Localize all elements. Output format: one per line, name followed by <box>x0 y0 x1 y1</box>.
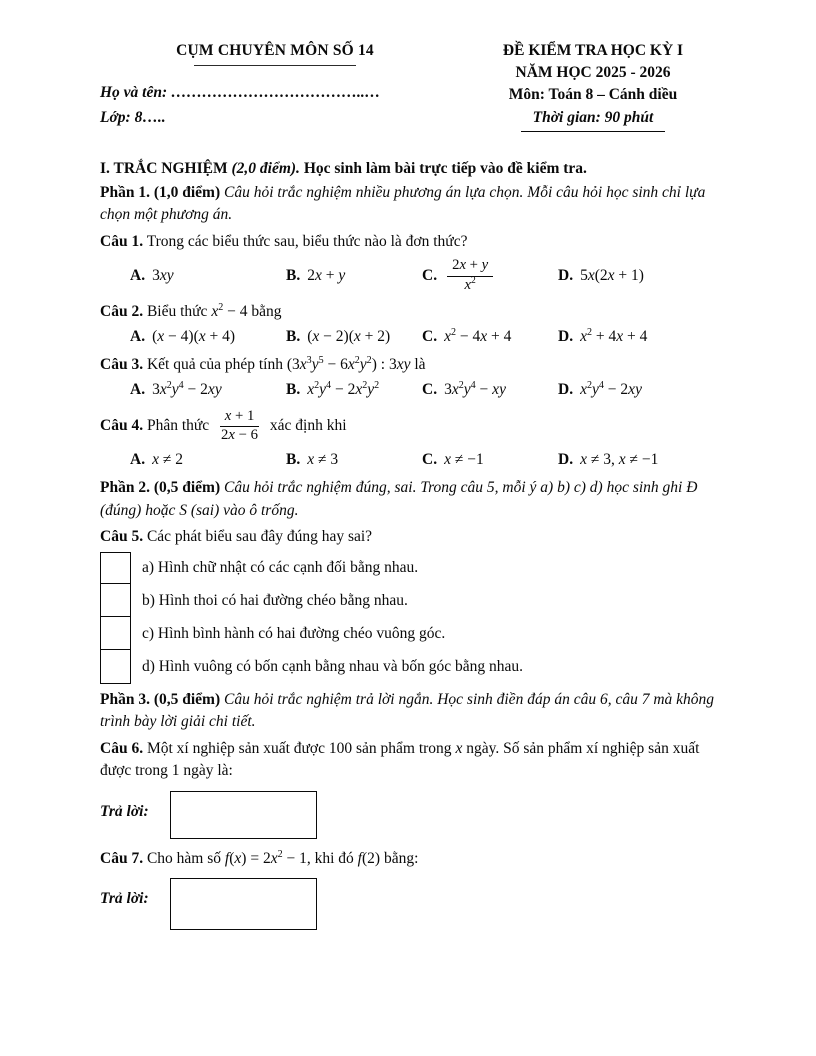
tf-checkbox-c[interactable] <box>100 616 131 650</box>
part2-label: Phần 2. (0,5 điểm) <box>100 479 221 497</box>
section1-points: (2,0 điểm). <box>231 160 300 178</box>
question-2-options <box>130 326 722 348</box>
question-6-answer-box[interactable] <box>170 791 317 839</box>
subject-line: Môn: Toán 8 – Cánh diều <box>508 86 678 103</box>
header-right-block <box>450 40 722 132</box>
tf-statement-c: c) Hình bình hành có hai đường chéo vuông góc. <box>142 624 446 642</box>
part2-heading <box>100 477 722 522</box>
part3-heading <box>100 689 722 734</box>
question-1-label: Câu 1. <box>100 232 144 250</box>
school-year: NĂM HỌC 2025 - 2026 <box>515 64 671 81</box>
question-7-answer-box[interactable] <box>170 878 317 930</box>
option-2d: D. $x^2 + 4x + 4$ <box>558 326 648 346</box>
header-left-block <box>100 40 450 132</box>
option-3d: D. $x^2y^4 - 2xy$ <box>558 379 642 399</box>
question-2-text-post: bằng <box>251 302 282 320</box>
option-4d: D. x ≠ 3, x ≠ −1 <box>558 450 659 468</box>
question-7 <box>100 848 722 870</box>
answer-label: Trả lời: <box>100 802 149 820</box>
question-1 <box>100 231 722 253</box>
question-5-text: Các phát biểu sau đây đúng hay sai? <box>146 528 373 546</box>
part1-desc: Câu hỏi trắc nghiệm nhiều phương án lựa chọn. Mỗi câu hỏi học sinh chỉ lựa chọn một phương án. <box>100 183 706 224</box>
fraction: $\frac{2x + y}{x^2}$ <box>447 257 493 294</box>
section1-heading <box>100 158 722 180</box>
question-4-text-post: xác định khi <box>269 416 347 434</box>
question-7-text-pre: Cho hàm số <box>146 849 222 867</box>
tf-row-b <box>100 585 722 618</box>
section1-note: Học sinh làm bài trực tiếp vào đề kiểm tra. <box>303 160 587 178</box>
duration-line: Thời gian: 90 phút <box>521 107 666 132</box>
student-name-line: Họ và tên: ………………………………..… <box>100 84 381 102</box>
question-2-text-pre: Biểu thức <box>146 302 208 320</box>
true-false-group <box>100 552 722 684</box>
student-class-line: Lớp: 8….. <box>100 108 166 126</box>
question-4-fraction: $\frac{x + 1}{2x - 6}$ <box>221 407 258 444</box>
option-1c: C. $\frac{2x + y}{x^2}$ <box>422 256 558 295</box>
title-underline <box>194 65 356 66</box>
section1-title: I. TRẮC NGHIỆM <box>100 160 228 178</box>
tf-statement-d: d) Hình vuông có bốn cạnh bằng nhau và bốn góc bằng nhau. <box>142 657 523 675</box>
question-7-math-1: $f(x) = 2x^2 - 1$ <box>224 848 307 867</box>
option-1b: B. 2x + y <box>286 266 346 284</box>
question-6-text-post: ngày. Số sản phẩm xí nghiệp sản xuất được trong 1 ngày là: <box>100 739 700 780</box>
option-4c: C. x ≠ −1 <box>422 450 484 468</box>
part2-desc: Câu hỏi trắc nghiệm đúng, sai. Trong câu 5, mỗi ý a) b) c) d) học sinh ghi Đ (đúng) hoặc S (sai) vào ô trống. <box>100 479 698 519</box>
option-1d: D. 5x(2x + 1) <box>558 266 644 284</box>
question-6-math: x <box>455 739 463 757</box>
question-2 <box>100 301 722 323</box>
question-1-options <box>130 256 722 295</box>
part3-label: Phần 3. (0,5 điểm) <box>100 690 221 708</box>
question-5-label: Câu 5. <box>100 528 144 546</box>
tf-checkbox-d[interactable] <box>100 649 131 683</box>
question-2-label: Câu 2. <box>100 302 144 320</box>
question-6-label: Câu 6. <box>100 739 144 757</box>
option-4a: A. x ≠ 2 <box>130 450 183 468</box>
question-3-label: Câu 3. <box>100 355 144 373</box>
tf-checkbox-b[interactable] <box>100 583 131 617</box>
question-4-options <box>130 449 722 471</box>
question-6-answer-row <box>100 791 722 839</box>
tf-statement-b: b) Hình thoi có hai đường chéo bằng nhau. <box>142 591 408 609</box>
question-7-answer-row <box>100 878 722 930</box>
question-4-label: Câu 4. <box>100 416 144 434</box>
option-2c: C. $x^2 - 4x + 4$ <box>422 326 512 346</box>
option-4b: B. x ≠ 3 <box>286 450 339 468</box>
question-1-text: Trong các biểu thức sau, biểu thức nào là đơn thức? <box>146 232 468 250</box>
question-3-text-pre: Kết quả của phép tính <box>146 355 283 373</box>
question-7-text-post: bằng: <box>383 849 419 867</box>
option-3c: C. $3x^2y^4$ − xy <box>422 379 506 399</box>
part3-desc: Câu hỏi trắc nghiệm trả lời ngắn. Học sinh điền đáp án câu 6, câu 7 mà không trình bày lời giải chi tiết. <box>100 690 715 731</box>
question-5 <box>100 526 722 548</box>
option-2a: A. (x − 4)(x + 4) <box>130 328 236 346</box>
question-3-options <box>130 379 722 401</box>
tf-row-c <box>100 618 722 651</box>
tf-statement-a: a) Hình chữ nhật có các cạnh đối bằng nhau. <box>142 558 419 576</box>
option-1a: A. 3xy <box>130 266 174 284</box>
answer-label: Trả lời: <box>100 890 149 908</box>
question-2-math: $x^2 - 4$ <box>211 301 248 320</box>
question-3 <box>100 354 722 376</box>
option-3a: A. $3x^2y^4 - 2xy$ <box>130 379 222 399</box>
question-6-text-pre: Một xí nghiệp sản xuất được 100 sản phẩm trong <box>146 739 452 757</box>
question-7-text-mid: , khi đó <box>306 849 354 867</box>
part1-heading <box>100 182 722 227</box>
question-7-label: Câu 7. <box>100 849 144 867</box>
tf-row-d <box>100 651 722 684</box>
part1-label: Phần 1. (1,0 điểm) <box>100 183 221 201</box>
tf-checkbox-a[interactable] <box>100 552 131 585</box>
school-unit-name: CỤM CHUYÊN MÔN SỐ 14 <box>176 42 374 59</box>
question-6 <box>100 738 722 783</box>
option-3b: B. $x^2y^4 - 2x^2y^2$ <box>286 379 380 399</box>
question-4 <box>100 407 722 446</box>
option-2b: B. (x − 2)(x + 2) <box>286 328 391 346</box>
question-3-math: $(3x^3y^5 - 6x^2y^2)$ : 3xy <box>286 354 411 373</box>
exam-header <box>100 40 722 132</box>
tf-row-a <box>100 552 722 585</box>
question-3-text-post: là <box>414 355 426 373</box>
question-4-text-pre: Phân thức <box>146 416 210 434</box>
question-7-math-2: f(2) <box>357 849 381 867</box>
exam-title: ĐỀ KIỂM TRA HỌC KỲ I <box>502 42 684 59</box>
